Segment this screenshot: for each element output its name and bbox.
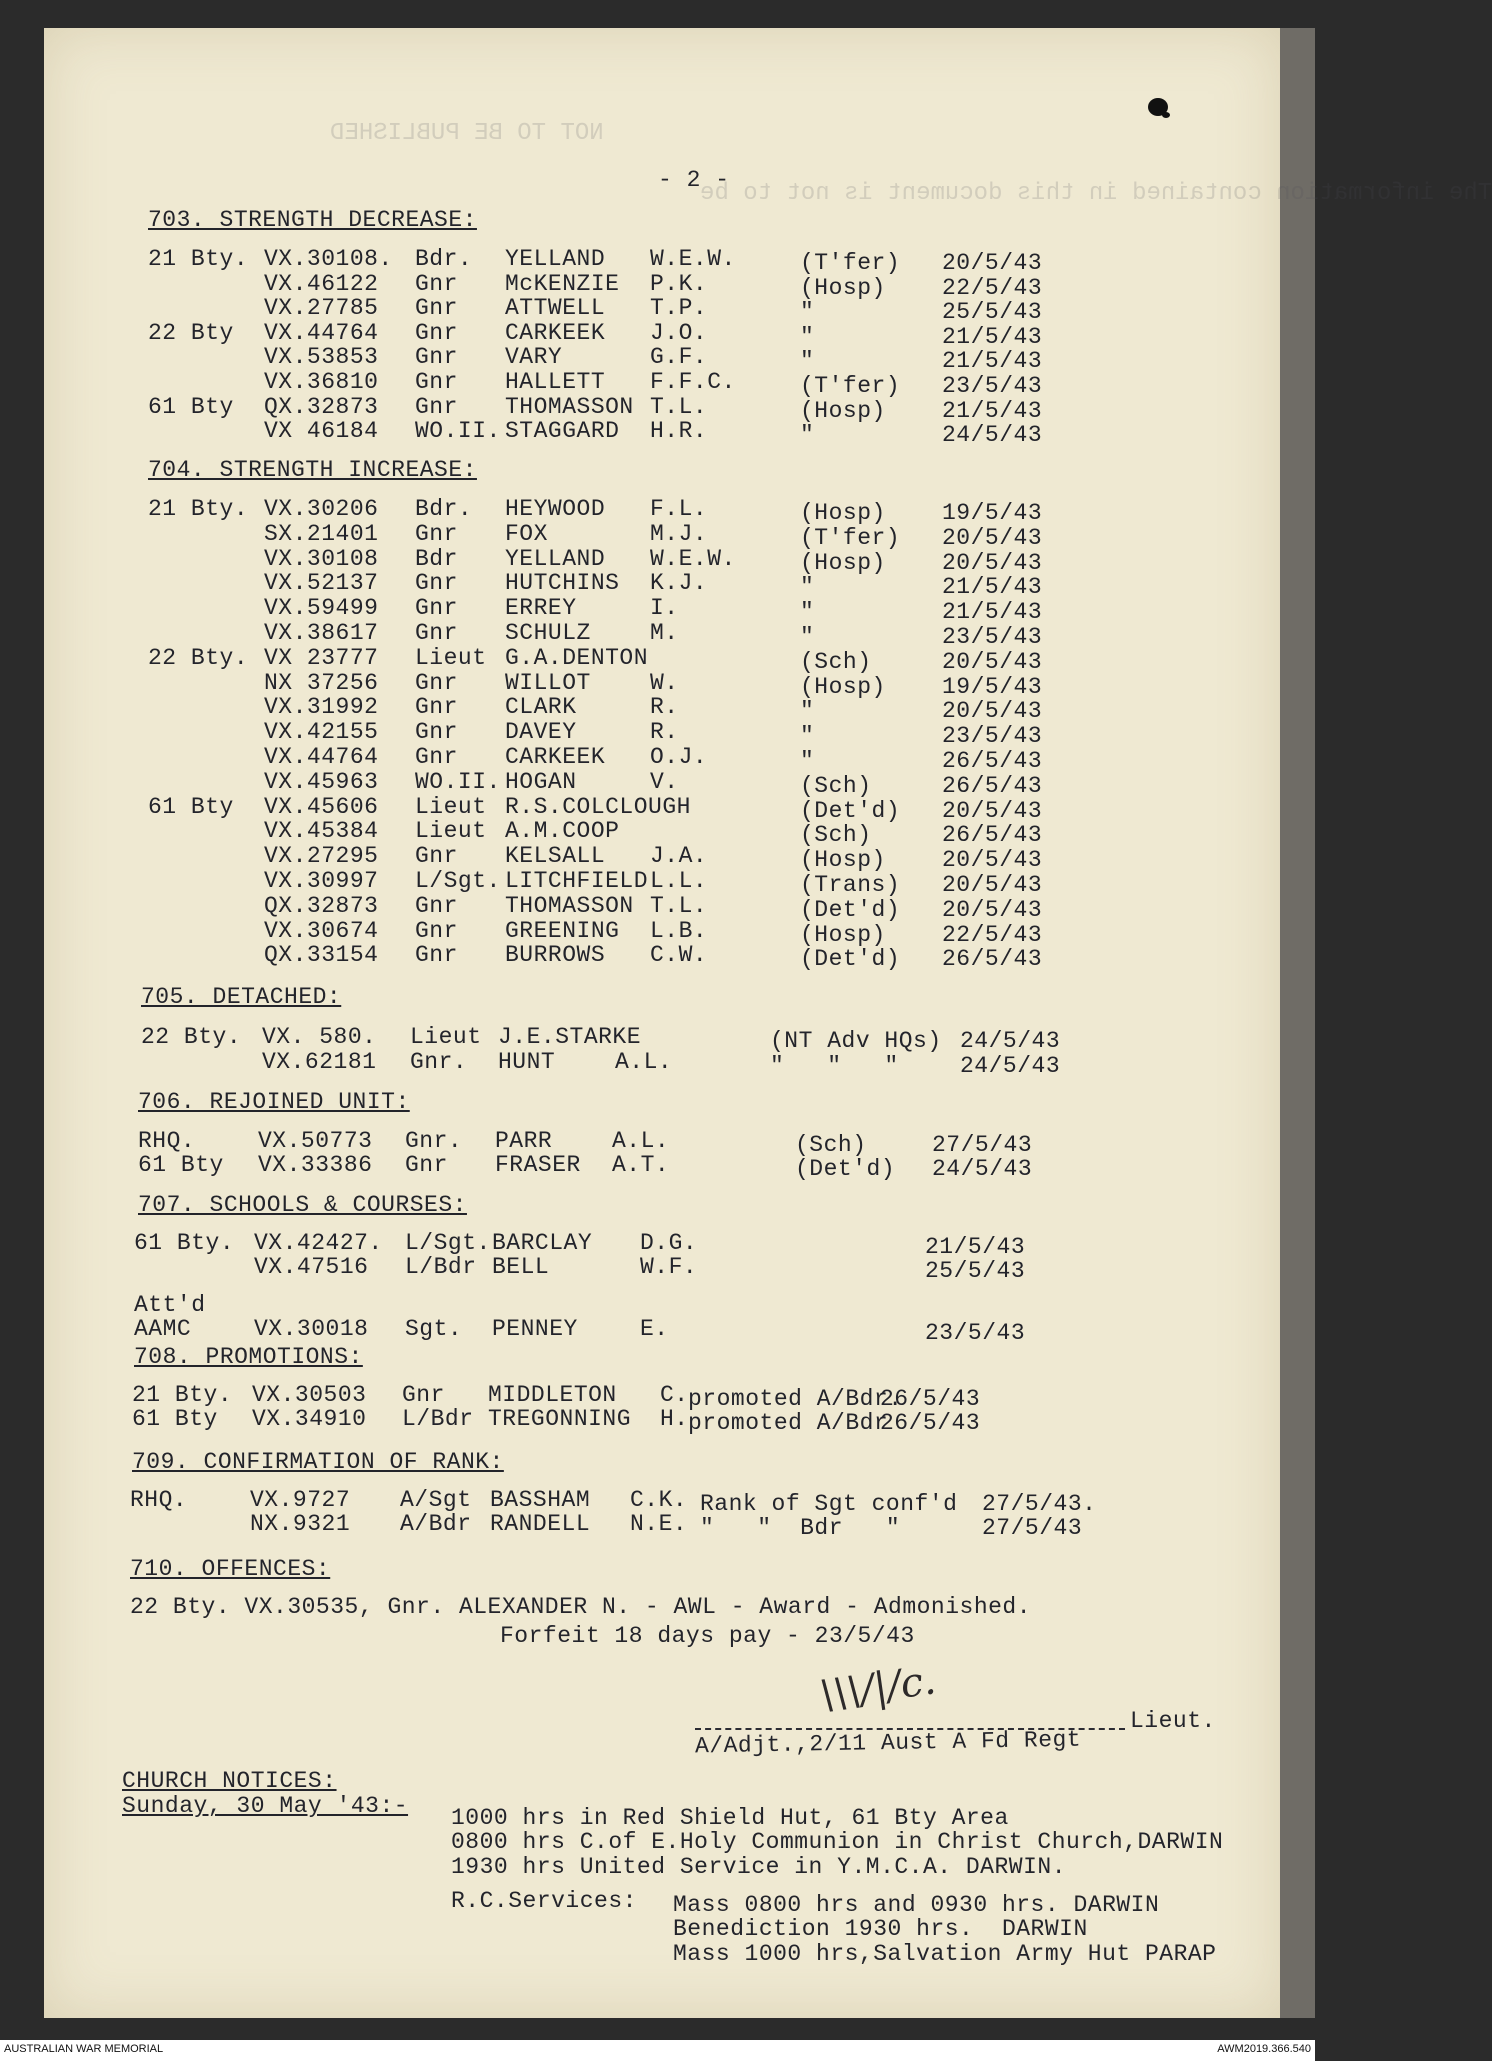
- cell-surname: RANDELL: [490, 1511, 591, 1537]
- church-service: 1930 hrs United Service in Y.M.C.A. DARWIN.: [451, 1854, 1066, 1880]
- cell-surname: BASSHAM: [490, 1487, 591, 1513]
- section-heading: 705. DETACHED:: [141, 984, 342, 1010]
- cell-initials: D.G.: [640, 1230, 698, 1256]
- cell-surname: THOMASSON: [505, 892, 634, 919]
- cell-date: 26/5/43: [880, 1386, 981, 1412]
- cell-surname: STAGGARD: [505, 418, 620, 445]
- cell-rank: Gnr: [415, 570, 458, 597]
- cell-date: 23/5/43: [942, 373, 1043, 399]
- cell-remark: ": [800, 574, 815, 601]
- cell-rank: Gnr: [415, 344, 458, 371]
- cell-remark: ": [800, 698, 815, 725]
- cell-initials: L.L.: [650, 868, 708, 894]
- cell-initials: A.L.: [612, 1128, 670, 1154]
- cell-surname: CARKEEK: [505, 744, 606, 770]
- offence-line: Forfeit 18 days pay - 23/5/43: [500, 1623, 915, 1649]
- signature-rank: Lieut.: [1130, 1708, 1216, 1734]
- section-heading: 706. REJOINED UNIT:: [138, 1089, 410, 1115]
- cell-initials: H.R.: [650, 418, 708, 445]
- cell-date: 24/5/43: [960, 1028, 1061, 1054]
- cell-rank: Gnr: [415, 843, 458, 870]
- cell-date: 27/5/43: [982, 1515, 1083, 1541]
- cell-service-number: VX 23777: [264, 644, 379, 671]
- cell-initials: W.F.: [640, 1254, 698, 1280]
- cell-initials: K.J.: [650, 570, 708, 597]
- cell-initials: C.W.: [650, 942, 708, 969]
- cell-date: 21/5/43: [942, 599, 1043, 626]
- cell-rank: Lieut: [415, 793, 487, 820]
- cell-surname: BARCLAY: [492, 1230, 593, 1256]
- cell-initials: I.: [650, 595, 679, 622]
- cell-unit: 21 Bty.: [132, 1382, 233, 1408]
- cell-rank: Gnr: [415, 620, 458, 646]
- cell-surname: BELL: [492, 1254, 550, 1280]
- section-heading: 707. SCHOOLS & COURSES:: [138, 1192, 467, 1218]
- cell-service-number: VX.34910: [252, 1406, 367, 1432]
- cell-initials: T.P.: [650, 295, 708, 322]
- cell-rank: Gnr: [415, 719, 458, 746]
- cell-rank: Gnr: [415, 595, 458, 622]
- cell-initials: J.A.: [650, 843, 708, 870]
- cell-service-number: VX.52137: [264, 570, 379, 597]
- cell-rank: Lieut: [415, 818, 487, 845]
- cell-service-number: VX. 580.: [262, 1024, 377, 1050]
- cell-surname: VARY: [505, 344, 563, 371]
- cell-surname: DAVEY: [505, 719, 577, 746]
- cell-surname: HOGAN: [505, 768, 577, 795]
- cell-surname: BURROWS: [505, 942, 606, 969]
- page-edge: [1280, 28, 1315, 2018]
- cell-unit: RHQ.: [130, 1487, 188, 1513]
- cell-date: 27/5/43.: [982, 1491, 1097, 1517]
- cell-rank: L/Bdr: [405, 1254, 477, 1280]
- cell-rank: Gnr: [415, 369, 458, 395]
- cell-surname: THOMASSON: [505, 393, 634, 420]
- cell-rank: L/Sgt.: [415, 868, 501, 894]
- cell-service-number: VX.47516: [254, 1254, 369, 1280]
- cell-service-number: VX.30503: [252, 1382, 367, 1408]
- cell-service-number: VX.46122: [264, 270, 379, 297]
- cell-initials: A.L.: [615, 1049, 673, 1075]
- cell-remark: ": [800, 422, 815, 449]
- cell-remark: (T'fer): [800, 373, 901, 399]
- church-heading: CHURCH NOTICES:: [122, 1768, 337, 1794]
- cell-service-number: VX.30206: [264, 496, 379, 522]
- cell-remark: (Hosp): [800, 673, 886, 700]
- cell-rank: Gnr: [415, 520, 458, 547]
- section-heading: 708. PROMOTIONS:: [134, 1344, 363, 1370]
- rc-service: Mass 1000 hrs,Salvation Army Hut PARAP: [673, 1941, 1217, 1967]
- cell-unit: Att'd: [134, 1292, 206, 1318]
- cell-service-number: VX.53853: [264, 344, 379, 371]
- cell-remark: promoted A/Bdr: [688, 1410, 889, 1436]
- cell-service-number: VX.50773: [258, 1128, 373, 1154]
- cell-initials: W.E.W.: [650, 545, 736, 572]
- cell-remark: (Hosp): [800, 274, 886, 301]
- cell-surname: PENNEY: [492, 1316, 578, 1342]
- cell-initials: T.L.: [650, 892, 708, 919]
- cell-remark: (Hosp): [800, 500, 886, 526]
- section-heading: 703. STRENGTH DECREASE:: [148, 207, 477, 233]
- cell-service-number: VX.45384: [264, 818, 379, 845]
- cell-rank: Lieut: [415, 644, 487, 671]
- cell-rank: L/Bdr: [402, 1406, 474, 1432]
- cell-service-number: VX 46184: [264, 418, 379, 445]
- cell-date: 19/5/43: [942, 673, 1043, 700]
- cell-surname: HEYWOOD: [505, 496, 606, 522]
- offence-line: 22 Bty. VX.30535, Gnr. ALEXANDER N. - AWL - Award - Admonished.: [130, 1594, 1032, 1620]
- cell-service-number: VX.30108.: [264, 246, 393, 272]
- cell-service-number: VX.30997: [264, 868, 379, 894]
- church-service: 0800 hrs C.of E.Holy Communion in Christ Church,DARWIN: [451, 1829, 1224, 1855]
- cell-remark: (Det'd): [800, 797, 901, 824]
- cell-unit: AAMC: [134, 1316, 192, 1342]
- cell-surname: CLARK: [505, 694, 577, 721]
- rc-service: Benediction 1930 hrs. DARWIN: [673, 1916, 1088, 1942]
- cell-rank: Gnr: [405, 1152, 448, 1178]
- cell-remark: (Sch): [795, 1132, 867, 1158]
- cell-date: 21/5/43: [942, 574, 1043, 601]
- cell-rank: A/Bdr: [400, 1511, 472, 1537]
- cell-rank: L/Sgt.: [405, 1230, 491, 1256]
- cell-initials: C.K.: [630, 1487, 688, 1513]
- cell-surname: R.S.COLCLOUGH: [505, 793, 691, 820]
- cell-service-number: QX.32873: [264, 393, 379, 420]
- cell-date: 20/5/43: [942, 250, 1043, 276]
- cell-rank: Gnr: [415, 669, 458, 696]
- cell-surname: YELLAND: [505, 246, 606, 272]
- cell-date: 22/5/43: [942, 921, 1043, 948]
- cell-unit: 22 Bty.: [148, 644, 249, 671]
- cell-unit: 61 Bty: [138, 1152, 224, 1178]
- cell-surname: McKENZIE: [505, 270, 620, 297]
- cell-remark: ": [800, 299, 815, 326]
- cell-rank: Gnr: [415, 319, 458, 346]
- cell-initials: F.L.: [650, 496, 708, 522]
- cell-remark: (NT Adv HQs): [770, 1028, 942, 1054]
- cell-date: 26/5/43: [942, 946, 1043, 973]
- cell-date: 26/5/43: [942, 772, 1043, 799]
- cell-date: 27/5/43: [932, 1132, 1033, 1158]
- cell-remark: ": [800, 348, 815, 375]
- cell-initials: W.: [650, 669, 679, 696]
- cell-date: 24/5/43: [960, 1053, 1061, 1079]
- cell-service-number: VX.27785: [264, 295, 379, 322]
- cell-surname: KELSALL: [505, 843, 606, 870]
- cell-surname: PARR: [495, 1128, 553, 1154]
- cell-unit: RHQ.: [138, 1128, 196, 1154]
- cell-rank: Bdr.: [415, 496, 473, 522]
- cell-surname: TREGONNING: [488, 1406, 632, 1432]
- cell-service-number: VX.45963: [264, 768, 379, 795]
- cell-date: 25/5/43: [942, 299, 1043, 326]
- cell-rank: WO.II.: [415, 768, 501, 795]
- cell-date: 24/5/43: [942, 422, 1043, 449]
- cell-surname: FRASER: [495, 1152, 581, 1178]
- cell-surname: ERREY: [505, 595, 577, 622]
- cell-date: 19/5/43: [942, 500, 1043, 526]
- cell-remark: Rank of Sgt conf'd: [700, 1491, 958, 1517]
- cell-date: 20/5/43: [942, 797, 1043, 824]
- cell-initials: R.: [650, 719, 679, 746]
- cell-initials: R.: [650, 694, 679, 721]
- section-heading: 704. STRENGTH INCREASE:: [148, 457, 477, 483]
- cell-remark: (Hosp): [800, 847, 886, 874]
- cell-remark: " " Bdr ": [700, 1515, 901, 1541]
- cell-rank: Gnr: [415, 892, 458, 919]
- cell-initials: H.: [660, 1406, 689, 1432]
- cell-initials: J.O.: [650, 319, 708, 346]
- footer-left: AUSTRALIAN WAR MEMORIAL: [4, 2043, 164, 2055]
- cell-date: 20/5/43: [942, 847, 1043, 874]
- cell-remark: (Trans): [800, 872, 901, 898]
- section-heading: 709. CONFIRMATION OF RANK:: [132, 1449, 504, 1475]
- cell-service-number: VX.31992: [264, 694, 379, 721]
- cell-surname: YELLAND: [505, 545, 606, 572]
- footer-bar: [0, 2040, 1315, 2061]
- cell-service-number: NX 37256: [264, 669, 379, 696]
- cell-date: 20/5/43: [942, 896, 1043, 923]
- cell-service-number: VX.42155: [264, 719, 379, 746]
- cell-rank: Gnr: [415, 942, 458, 969]
- cell-date: 22/5/43: [942, 274, 1043, 301]
- cell-remark: ": [800, 624, 815, 650]
- cell-date: 21/5/43: [942, 348, 1043, 375]
- cell-surname: GREENING: [505, 917, 620, 944]
- cell-rank: Gnr: [415, 393, 458, 420]
- cell-rank: Gnr: [415, 295, 458, 322]
- cell-remark: ": [800, 748, 815, 774]
- cell-unit: 21 Bty.: [148, 246, 249, 272]
- cell-surname: J.E.STARKE: [498, 1024, 642, 1050]
- cell-date: 23/5/43: [942, 723, 1043, 750]
- cell-date: 26/5/43: [942, 748, 1043, 774]
- cell-remark: (T'fer): [800, 250, 901, 276]
- cell-remark: ": [800, 723, 815, 750]
- cell-remark: (T'fer): [800, 524, 901, 551]
- cell-date: 20/5/43: [942, 524, 1043, 551]
- cell-date: 25/5/43: [925, 1258, 1026, 1284]
- cell-remark: " " ": [770, 1053, 899, 1079]
- bleed-through-text: NOT TO BE PUBLISHED: [330, 120, 604, 147]
- cell-date: 26/5/43: [942, 822, 1043, 849]
- cell-date: 26/5/43: [880, 1410, 981, 1436]
- cell-date: 20/5/43: [942, 549, 1043, 576]
- cell-rank: WO.II.: [415, 418, 501, 445]
- cell-surname: A.M.COOP: [505, 818, 620, 845]
- cell-initials: T.L.: [650, 393, 708, 420]
- cell-date: 21/5/43: [942, 397, 1043, 424]
- footer-right: AWM2019.366.540: [1217, 2043, 1311, 2055]
- cell-surname: FOX: [505, 520, 548, 547]
- cell-surname: HUTCHINS: [505, 570, 620, 597]
- cell-date: 20/5/43: [942, 698, 1043, 725]
- cell-unit: 61 Bty: [132, 1406, 218, 1432]
- cell-initials: P.K.: [650, 270, 708, 297]
- cell-rank: Gnr: [402, 1382, 445, 1408]
- cell-initials: V.: [650, 768, 679, 795]
- cell-service-number: VX.27295: [264, 843, 379, 870]
- cell-surname: HUNT: [498, 1049, 556, 1075]
- bleed-through-text: The information contained in this document is not to be: [700, 180, 1492, 207]
- cell-remark: (Sch): [800, 648, 872, 675]
- cell-remark: (Det'd): [800, 896, 901, 923]
- cell-surname: G.A.DENTON: [505, 644, 649, 671]
- cell-rank: Gnr: [415, 744, 458, 770]
- cell-service-number: VX.62181: [262, 1049, 377, 1075]
- signature-title: A/Adjt.,2/11 Aust A Fd Regt: [694, 1726, 1082, 1760]
- cell-date: 20/5/43: [942, 648, 1043, 675]
- cell-remark: (Hosp): [800, 549, 886, 576]
- cell-rank: Gnr.: [410, 1049, 468, 1075]
- cell-service-number: VX.38617: [264, 620, 379, 646]
- cell-service-number: VX.42427.: [254, 1230, 383, 1256]
- cell-remark: (Det'd): [800, 946, 901, 973]
- cell-service-number: QX.32873: [264, 892, 379, 919]
- cell-remark: ": [800, 323, 815, 350]
- cell-service-number: VX.44764: [264, 744, 379, 770]
- cell-service-number: VX.33386: [258, 1152, 373, 1178]
- cell-remark: (Hosp): [800, 921, 886, 948]
- cell-service-number: NX.9321: [250, 1511, 351, 1537]
- cell-service-number: VX.59499: [264, 595, 379, 622]
- cell-surname: LITCHFIELD: [505, 868, 649, 894]
- signature-scribble: \\\/|/c.: [817, 1657, 939, 1719]
- cell-date: 21/5/43: [925, 1234, 1026, 1260]
- cell-unit: 22 Bty: [148, 319, 234, 346]
- cell-service-number: VX.36810: [264, 369, 379, 395]
- cell-surname: CARKEEK: [505, 319, 606, 346]
- rc-services-label: R.C.Services:: [451, 1888, 637, 1914]
- cell-remark: (Hosp): [800, 397, 886, 424]
- cell-date: 20/5/43: [942, 872, 1043, 898]
- cell-initials: F.F.C.: [650, 369, 736, 395]
- cell-rank: A/Sgt: [400, 1487, 472, 1513]
- cell-initials: G.F.: [650, 344, 708, 371]
- cell-initials: C.: [660, 1382, 689, 1408]
- cell-rank: Gnr.: [405, 1128, 463, 1154]
- church-service: 1000 hrs in Red Shield Hut, 61 Bty Area: [451, 1805, 1009, 1831]
- cell-unit: 61 Bty.: [134, 1230, 235, 1256]
- cell-rank: Gnr: [415, 917, 458, 944]
- cell-initials: W.E.W.: [650, 246, 736, 272]
- cell-initials: M.: [650, 620, 679, 646]
- cell-service-number: QX.33154: [264, 942, 379, 969]
- cell-date: 24/5/43: [932, 1156, 1033, 1182]
- cell-initials: E.: [640, 1316, 669, 1342]
- cell-surname: HALLETT: [505, 369, 606, 395]
- cell-remark: (Det'd): [795, 1156, 896, 1182]
- cell-service-number: VX.9727: [250, 1487, 351, 1513]
- cell-rank: Bdr.: [415, 246, 473, 272]
- cell-date: 21/5/43: [942, 323, 1043, 350]
- ink-blot: [1162, 112, 1170, 118]
- cell-rank: Lieut: [410, 1024, 482, 1050]
- cell-service-number: VX.45606: [264, 793, 379, 820]
- rc-service: Mass 0800 hrs and 0930 hrs. DARWIN: [673, 1892, 1160, 1918]
- cell-date: 23/5/43: [942, 624, 1043, 650]
- cell-rank: Gnr: [415, 270, 458, 297]
- cell-service-number: VX.30018: [254, 1316, 369, 1342]
- cell-remark: ": [800, 599, 815, 626]
- cell-service-number: SX.21401: [264, 520, 379, 547]
- cell-initials: A.T.: [612, 1152, 670, 1178]
- cell-date: 23/5/43: [925, 1320, 1026, 1346]
- cell-unit: 61 Bty: [148, 793, 234, 820]
- cell-initials: M.J.: [650, 520, 708, 547]
- page-number: - 2 -: [658, 167, 730, 193]
- cell-service-number: VX.44764: [264, 319, 379, 346]
- cell-remark: (Sch): [800, 772, 872, 799]
- cell-unit: 61 Bty: [148, 393, 234, 420]
- cell-initials: L.B.: [650, 917, 708, 944]
- section-heading: 710. OFFENCES:: [130, 1556, 331, 1582]
- cell-initials: N.E.: [630, 1511, 688, 1537]
- cell-unit: 22 Bty.: [141, 1024, 242, 1050]
- cell-surname: MIDDLETON: [488, 1382, 617, 1408]
- cell-rank: Gnr: [415, 694, 458, 721]
- cell-service-number: VX.30674: [264, 917, 379, 944]
- cell-unit: 21 Bty.: [148, 496, 249, 522]
- cell-rank: Bdr: [415, 545, 458, 572]
- cell-remark: (Sch): [800, 822, 872, 849]
- cell-remark: promoted A/Bdr.: [688, 1386, 903, 1412]
- cell-service-number: VX.30108: [264, 545, 379, 572]
- cell-surname: SCHULZ: [505, 620, 591, 646]
- cell-rank: Sgt.: [405, 1316, 463, 1342]
- church-date: Sunday, 30 May '43:-: [122, 1793, 409, 1819]
- cell-initials: O.J.: [650, 744, 708, 770]
- cell-surname: WILLOT: [505, 669, 591, 696]
- cell-surname: ATTWELL: [505, 295, 606, 322]
